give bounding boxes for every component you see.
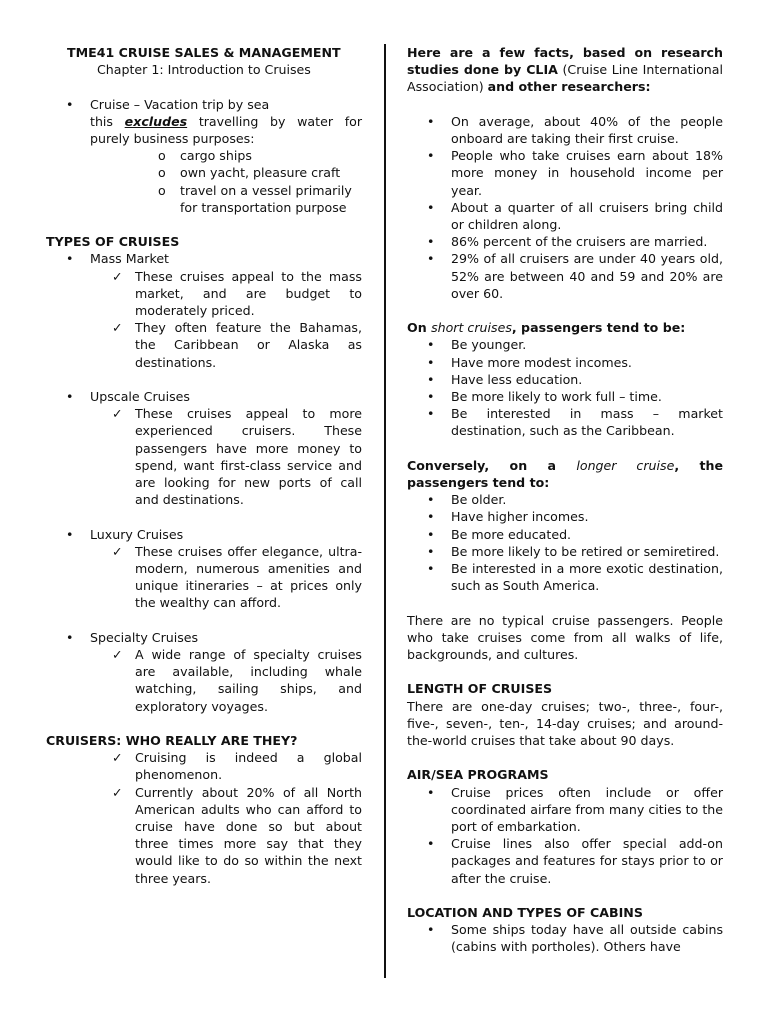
check-item: ✓ Cruising is indeed a global phenomenon. (46, 749, 362, 783)
long-cruise-list (407, 491, 723, 594)
no-typical-passengers: There are no typical cruise passengers. People who take cruises come from all walks of life, backgrounds, and cultures. (407, 612, 723, 663)
list-item: o travel on a vessel primarily for transportation purpose (46, 182, 362, 216)
section-heading: LENGTH OF CRUISES (407, 681, 553, 697)
facts-list (407, 113, 723, 302)
section-heading: LOCATION AND TYPES OF CABINS (407, 905, 643, 921)
course-title: TME41 CRUISE SALES & MANAGEMENT (67, 45, 341, 60)
section-heading: CRUISERS: WHO REALLY ARE THEY? (46, 733, 298, 749)
list-item: • Be more educated. (407, 526, 723, 543)
section-heading: TYPES OF CRUISES (46, 234, 180, 250)
list-item: • Cruise prices often include or offer coordinated airfare from many cities to the port of embarkation. (407, 784, 723, 836)
check-item: ✓ These cruises appeal to more experienced cruisers. These passengers have more money to spend, want first-class service and are looking for new ports of call and destinations. (46, 405, 362, 508)
type-name: • Mass Market (46, 250, 362, 267)
list-item: • Have more modest incomes. (407, 354, 723, 371)
type-name: • Upscale Cruises (46, 388, 362, 405)
list-item: • Have less education. (407, 371, 723, 388)
long-cruises-heading: Conversely, on a longer cruise, the passengers tend to: (407, 457, 723, 491)
list-item: • On average, about 40% of the people onboard are taking their first cruise. (407, 113, 723, 147)
cruise-exclusion-text: this excludes travelling by water for purely business purposes: (90, 113, 363, 146)
section-heading: AIR/SEA PROGRAMS (407, 767, 549, 783)
list-item: • Some ships today have all outside cabins (cabins with portholes). Others have (407, 921, 723, 955)
length-text: There are one-day cruises; two-, three-, four-, five-, seven-, ten-, 14-day cruises; and around-the-world cruises that take about 90 days. (407, 698, 723, 749)
list-item: • Be more likely to be retired or semiretired. (407, 543, 723, 560)
list-item: • Have higher incomes. (407, 508, 723, 525)
list-item: • Be older. (407, 491, 723, 508)
cruise-definition: • Cruise – Vacation trip by sea (46, 96, 362, 113)
list-item: o own yacht, pleasure craft (46, 164, 362, 181)
left-column (46, 44, 362, 887)
type-name: • Specialty Cruises (46, 629, 362, 646)
column-divider (384, 44, 386, 978)
list-item: • About a quarter of all cruisers bring child or children along. (407, 199, 723, 233)
chapter-title: Chapter 1: Introduction to Cruises (97, 62, 311, 78)
list-item: • Be interested in a more exotic destination, such as South America. (407, 560, 723, 594)
list-item: • Cruise lines also offer special add-on packages and features for stays prior to or after the cruise. (407, 835, 723, 887)
list-item: • Be younger. (407, 336, 723, 353)
list-item: • 29% of all cruisers are under 40 years old, 52% are between 40 and 59 and 20% are over 60. (407, 250, 723, 302)
list-item: • People who take cruises earn about 18% more money in household income per year. (407, 147, 723, 199)
facts-intro: Here are a few facts, based on research studies done by CLIA (Cruise Line International Association) and other researchers: (407, 45, 724, 95)
check-item: ✓ They often feature the Bahamas, the Caribbean or Alaska as destinations. (46, 319, 362, 371)
list-item: • Be interested in mass – market destination, such as the Caribbean. (407, 405, 723, 439)
list-item: • Be more likely to work full – time. (407, 388, 723, 405)
list-item: • 86% percent of the cruisers are married. (407, 233, 723, 250)
list-item: o cargo ships (46, 147, 362, 164)
type-name: • Luxury Cruises (46, 526, 362, 543)
right-column (407, 44, 723, 956)
airsea-list (407, 784, 723, 887)
check-item: ✓ Currently about 20% of all North American adults who can afford to cruise have done so but about three times more say that they would like to do so within the next three years. (46, 784, 362, 887)
cabins-list (407, 921, 723, 955)
check-item: ✓ A wide range of specialty cruises are available, including whale watching, sailing ships, and exploratory voyages. (46, 646, 362, 715)
short-cruises-heading: On short cruises, passengers tend to be: (407, 320, 686, 336)
check-item: ✓ These cruises appeal to the mass market, and are budget to moderately priced. (46, 268, 362, 320)
short-cruise-list (407, 336, 723, 439)
exclusion-list (46, 147, 362, 216)
check-item: ✓ These cruises offer elegance, ultra-modern, numerous amenities and unique itineraries – at prices only the wealthy can afford. (46, 543, 362, 612)
